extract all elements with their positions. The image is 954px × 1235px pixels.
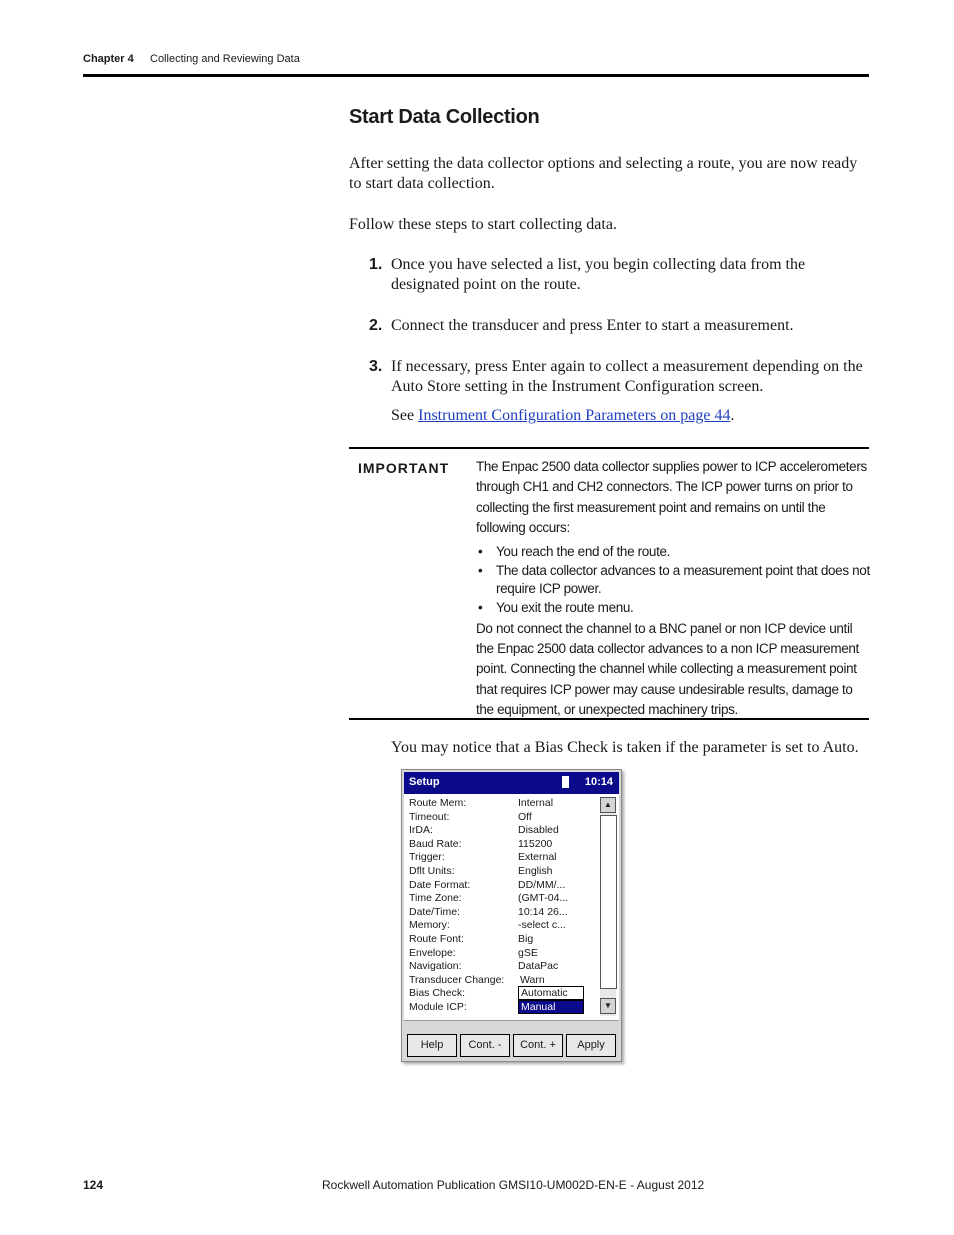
setting-key: Memory: [409, 919, 450, 932]
step-number: 3. [369, 358, 383, 375]
device-title-bar [404, 772, 619, 794]
setting-key: Module ICP: [409, 1001, 467, 1013]
setting-key: Date Format: [409, 878, 471, 891]
setting-key: Date/Time: [409, 905, 460, 918]
setting-key: Trigger: [409, 851, 445, 864]
setting-value: Internal [518, 797, 554, 809]
setting-value: DD/MM/... [518, 878, 566, 891]
step-1 [369, 255, 869, 295]
important-bottom-rule [349, 718, 869, 720]
setting-key: Bias Check: [409, 987, 466, 1000]
scrollbar[interactable] [600, 797, 616, 1016]
see-reference [391, 406, 734, 426]
setting-value: 115200 [518, 837, 553, 850]
list-item: • The data collector advances to a measurement point that does not require ICP power. [476, 562, 870, 597]
running-header [83, 53, 300, 65]
setting-key: Dflt Units: [409, 865, 455, 877]
intro-paragraph: After setting the data collector options and selecting a route, you are now ready to start data collection. [349, 155, 858, 192]
step-2 [369, 316, 869, 336]
scroll-down-icon[interactable]: ▼ [600, 998, 616, 1014]
important-body [476, 457, 870, 721]
setting-key: Transducer Change: [409, 973, 505, 986]
setting-value: External [518, 851, 557, 864]
setting-value: English [518, 865, 553, 877]
device-title: Setup [409, 776, 440, 788]
setting-key: Route Mem: [409, 797, 467, 809]
cont-plus-button[interactable]: Cont. + [513, 1034, 563, 1057]
device-screenshot [401, 769, 622, 1062]
important-bullets [476, 543, 870, 617]
page-title: Start Data Collection [349, 106, 540, 128]
bias-note: You may notice that a Bias Check is taken if the parameter is set to Auto. [391, 739, 859, 756]
module-icp-selected-option[interactable]: Manual [518, 1000, 584, 1014]
setting-value: Big [518, 933, 534, 945]
setting-key: Navigation: [409, 960, 462, 973]
setting-key: Baud Rate: [409, 837, 462, 850]
list-item: • You exit the route menu. [476, 599, 870, 617]
setting-key: Route Font: [409, 933, 464, 945]
setting-value: Warn [520, 973, 545, 986]
setting-key: IrDA: [409, 824, 433, 837]
apply-button[interactable]: Apply [566, 1034, 616, 1057]
chapter-label: Chapter 4 [83, 53, 134, 65]
scroll-up-icon[interactable]: ▲ [600, 797, 616, 813]
step-text: If necessary, press Enter again to collect a measurement depending on the Auto Store setting in the Instrument Configuration screen. [391, 358, 863, 395]
see-suffix: . [730, 407, 735, 424]
setting-value: DataPac [518, 960, 559, 973]
step-text: Connect the transducer and press Enter to start a measurement. [391, 317, 794, 334]
scroll-thumb[interactable] [600, 815, 617, 989]
follow-paragraph: Follow these steps to start collecting data. [349, 216, 617, 233]
bias-check-dropdown[interactable]: Automatic [518, 986, 584, 1000]
battery-icon [562, 776, 569, 788]
important-intro: The Enpac 2500 data collector supplies power to ICP accelerometers through CH1 and CH2 connectors. The ICP power turns on prior to collecting the first measurement point and remains on until the following occurs: [476, 459, 867, 536]
setting-value: Disabled [518, 824, 559, 837]
important-warning: Do not connect the channel to a BNC panel or non ICP device until the Enpac 2500 data collector advances to a non ICP measurement point. Connecting the channel while collecting a measurement point that requires ICP power may cause undesirable results, damage to the equipment, or unexpected machinery trips. [476, 620, 859, 718]
help-button[interactable]: Help [407, 1034, 457, 1057]
page-number: 124 [83, 1178, 104, 1192]
device-clock: 10:14 [584, 776, 613, 788]
setting-value: 10:14 26... [518, 905, 568, 918]
step-3 [369, 357, 869, 397]
setting-value: (GMT-04... [518, 892, 569, 905]
settings-panel [404, 794, 619, 1021]
setting-key: Time Zone: [409, 892, 462, 905]
publication-info: Rockwell Automation Publication GMSI10-UM002D-EN-E - August 2012 [322, 1178, 705, 1192]
important-top-rule [349, 447, 869, 449]
header-rule [83, 74, 869, 77]
cont-minus-button[interactable]: Cont. - [460, 1034, 510, 1057]
see-prefix: See [391, 407, 419, 424]
setting-value: Off [518, 810, 532, 823]
step-text: Once you have selected a list, you begin collecting data from the designated point on the route. [391, 256, 806, 293]
step-number: 2. [369, 317, 383, 334]
cross-reference-link[interactable]: Instrument Configuration Parameters on page 44 [418, 407, 731, 424]
list-item: • You reach the end of the route. [476, 543, 870, 561]
setting-value: gSE [518, 946, 538, 959]
important-label: IMPORTANT [358, 460, 450, 476]
setting-value: -select c... [518, 919, 566, 932]
setting-key: Timeout: [409, 810, 450, 823]
step-number: 1. [369, 256, 383, 273]
section-label: Collecting and Reviewing Data [150, 53, 300, 65]
setting-key: Envelope: [409, 946, 456, 959]
